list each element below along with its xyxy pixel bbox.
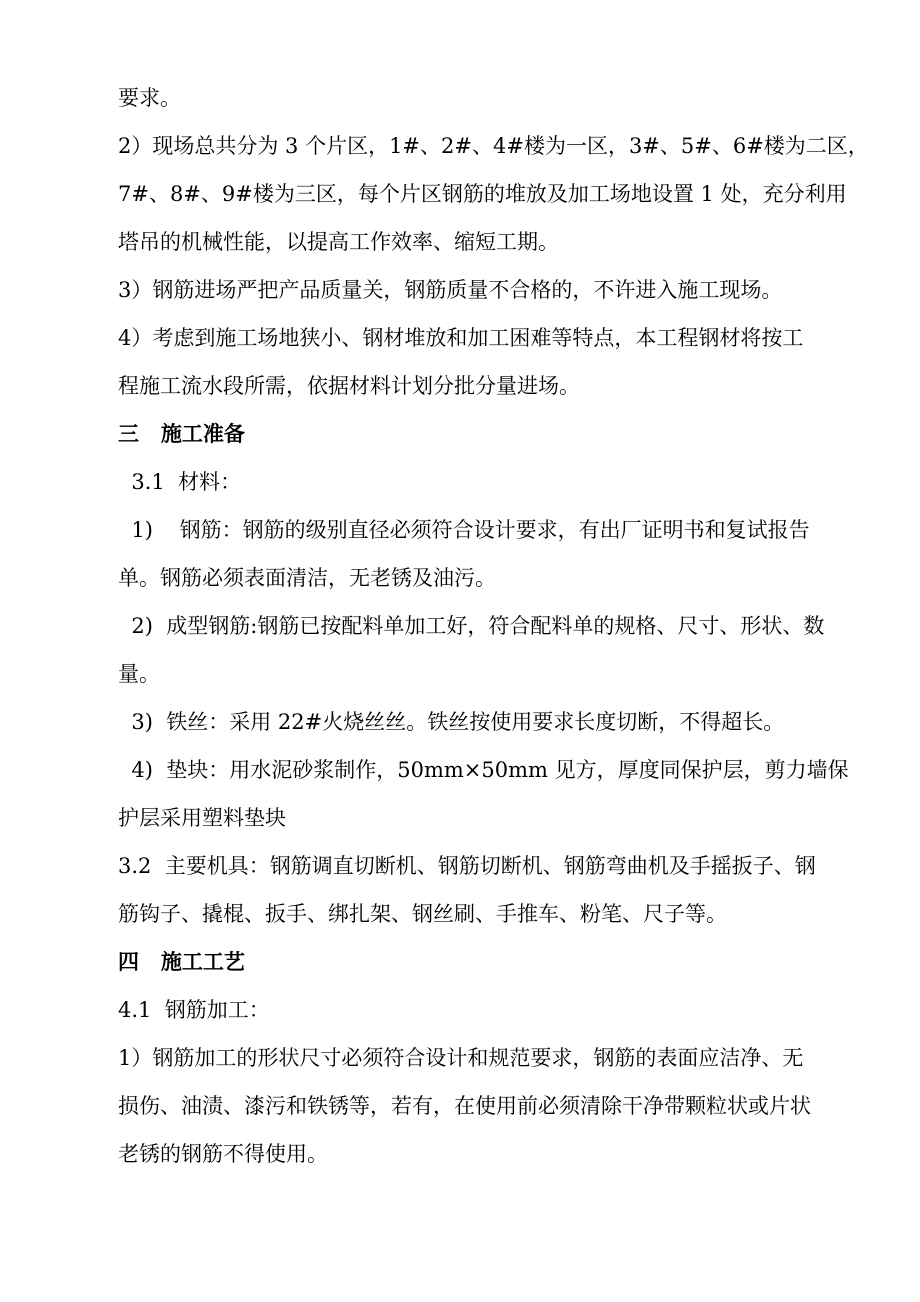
section-heading: 三 施工准备 bbox=[118, 421, 245, 446]
text-line: 筋钩子、撬棍、扳手、绑扎架、钢丝刷、手推车、粉笔、尺子等。 bbox=[118, 902, 727, 926]
text-line: 4) 垫块：用水泥砂浆制作，50mm×50mm 见方，厚度同保护层，剪力墙保 bbox=[118, 758, 849, 782]
text-line: 量。 bbox=[118, 662, 160, 686]
text-line: 损伤、油渍、漆污和铁锈等，若有，在使用前必须清除干净带颗粒状或片状 bbox=[118, 1094, 811, 1118]
text-line: 塔吊的机械性能，以提高工作效率、缩短工期。 bbox=[118, 230, 559, 254]
text-line: 1）钢筋加工的形状尺寸必须符合设计和规范要求，钢筋的表面应洁净、无 bbox=[118, 1046, 804, 1070]
text-line: 3.2 主要机具：钢筋调直切断机、钢筋切断机、钢筋弯曲机及手摇扳子、钢 bbox=[118, 854, 816, 878]
text-line: 3) 铁丝：采用 22#火烧丝丝。铁丝按使用要求长度切断，不得超长。 bbox=[118, 710, 785, 734]
text-line: 2) 成型钢筋:钢筋已按配料单加工好，符合配料单的规格、尺寸、形状、数 bbox=[118, 614, 825, 638]
text-line: 3）钢筋进场严把产品质量关，钢筋质量不合格的，不许进入施工现场。 bbox=[118, 278, 783, 302]
text-line: 要求。 bbox=[118, 86, 181, 110]
text-line: 2）现场总共分为 3 个片区，1#、2#、4#楼为一区，3#、5#、6#楼为二区， bbox=[118, 134, 869, 158]
text-line: 7#、8#、9#楼为三区，每个片区钢筋的堆放及加工场地设置 1 处，充分利用 bbox=[118, 182, 847, 206]
text-line: 护层采用塑料垫块 bbox=[118, 806, 286, 830]
text-line: 程施工流水段所需，依据材料计划分批分量进场。 bbox=[118, 374, 580, 398]
text-line: 1) 钢筋：钢筋的级别直径必须符合设计要求，有出厂证明书和复试报告 bbox=[118, 518, 810, 542]
text-line: 4）考虑到施工场地狭小、钢材堆放和加工困难等特点，本工程钢材将按工 bbox=[118, 326, 804, 350]
section-heading: 四 施工工艺 bbox=[118, 949, 245, 974]
text-line: 单。钢筋必须表面清洁，无老锈及油污。 bbox=[118, 566, 496, 590]
text-line: 老锈的钢筋不得使用。 bbox=[118, 1142, 328, 1166]
subsection-heading: 3.1 材料： bbox=[118, 470, 242, 494]
subsection-heading: 4.1 钢筋加工： bbox=[118, 998, 270, 1022]
